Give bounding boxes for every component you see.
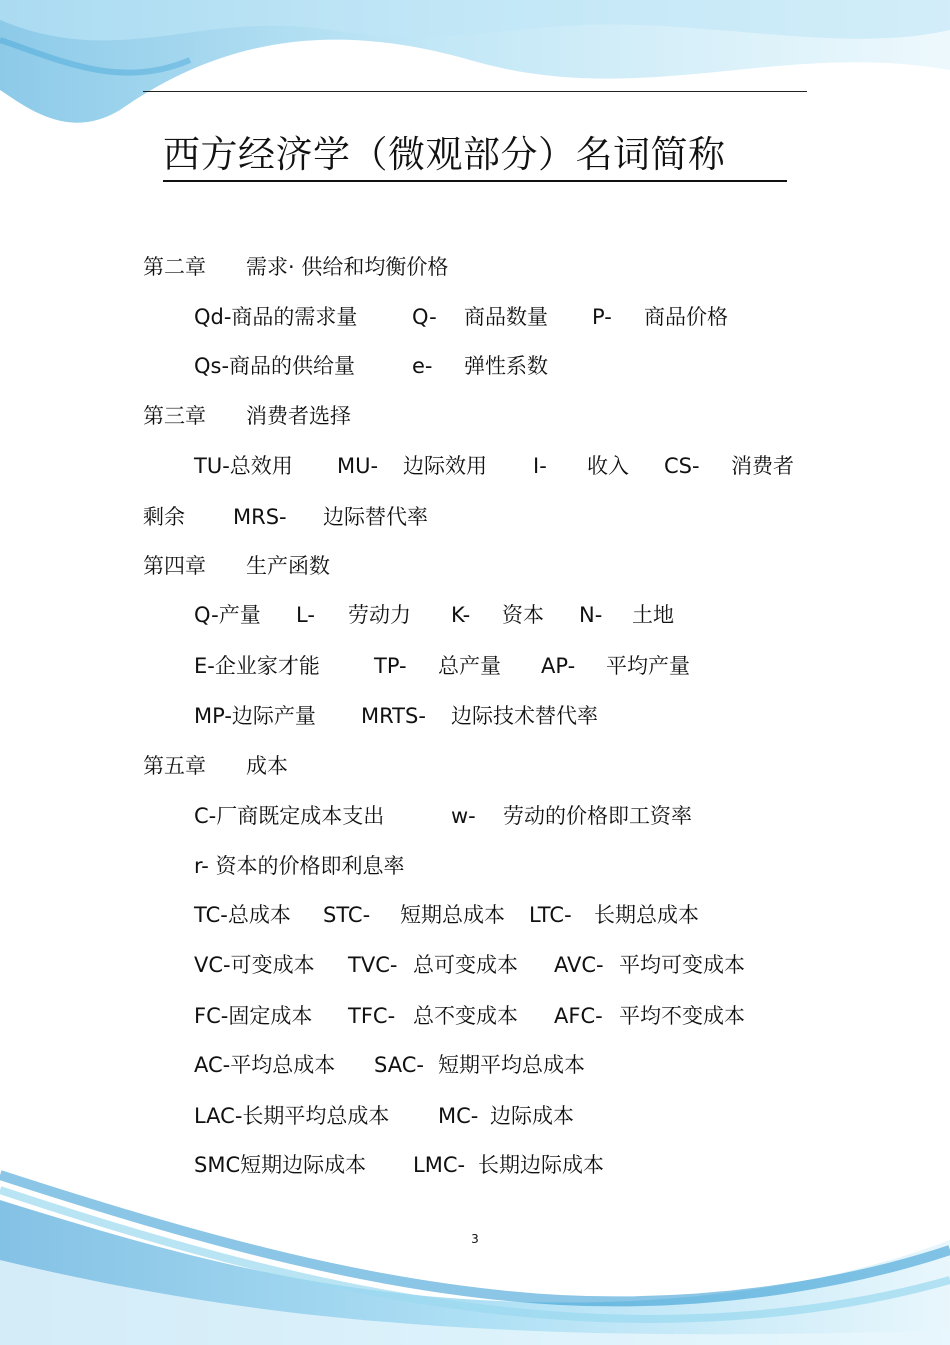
line-item: 第二章	[143, 255, 206, 279]
chapter-heading	[143, 252, 807, 282]
line-item: AC-平均总成本	[194, 1053, 336, 1077]
line-item: TP-	[374, 654, 407, 678]
line-item: 平均不变成本	[619, 1004, 745, 1028]
line-item: 边际成本	[490, 1104, 574, 1128]
line-item: Qs-商品的供给量	[194, 354, 356, 378]
line-item: 总不变成本	[413, 1004, 518, 1028]
line-item: VC-可变成本	[194, 953, 315, 977]
abbreviation-row	[143, 502, 807, 532]
line-item: 第三章	[143, 404, 206, 428]
line-item: 总产量	[438, 654, 501, 678]
line-item: MU-	[337, 454, 379, 478]
line-item: MC-	[438, 1104, 479, 1128]
line-item: CS-	[664, 454, 700, 478]
page-number: 3	[471, 1232, 479, 1246]
page-title: 西方经济学（微观部分）名词简称	[163, 130, 787, 182]
line-item: Q-产量	[194, 603, 261, 627]
abbreviation-row	[194, 701, 807, 731]
line-item: AP-	[541, 654, 576, 678]
line-item: 剩余	[143, 505, 185, 529]
line-item: 弹性系数	[464, 354, 548, 378]
chapter-heading	[143, 551, 807, 581]
line-item: w-	[451, 804, 476, 828]
line-item: 资本	[502, 603, 544, 627]
line-item: STC-	[323, 903, 371, 927]
line-item: SAC-	[374, 1053, 424, 1077]
abbreviation-row	[194, 1150, 807, 1180]
line-item: 商品价格	[644, 305, 728, 329]
line-item: LMC-	[413, 1153, 466, 1177]
line-item: I-	[533, 454, 547, 478]
line-item: 需求· 供给和均衡价格	[246, 255, 449, 279]
abbreviation-row	[194, 302, 807, 332]
abbreviation-row	[194, 451, 807, 481]
abbreviation-row	[194, 950, 807, 980]
line-item: 成本	[246, 754, 288, 778]
line-item: e-	[412, 354, 433, 378]
line-item: N-	[579, 603, 603, 627]
abbreviation-row	[194, 851, 807, 881]
header-rule	[143, 91, 807, 92]
line-item: MRS-	[233, 505, 287, 529]
line-item: C-厂商既定成本支出	[194, 804, 385, 828]
chapter-heading	[143, 751, 807, 781]
line-item: AFC-	[554, 1004, 603, 1028]
line-item: TC-总成本	[194, 903, 291, 927]
line-item: 平均可变成本	[619, 953, 745, 977]
line-item: r- 资本的价格即利息率	[194, 854, 405, 878]
abbreviation-row	[194, 351, 807, 381]
line-item: TU-总效用	[194, 454, 293, 478]
line-item: 土地	[632, 603, 674, 627]
line-item: LTC-	[529, 903, 572, 927]
line-item: AVC-	[554, 953, 604, 977]
line-item: Qd-商品的需求量	[194, 305, 358, 329]
line-item: LAC-长期平均总成本	[194, 1104, 390, 1128]
line-item: 短期平均总成本	[438, 1053, 585, 1077]
abbreviation-row	[194, 1101, 807, 1131]
abbreviation-row	[194, 900, 807, 930]
abbreviation-row	[194, 1050, 807, 1080]
line-item: TVC-	[348, 953, 398, 977]
line-item: 长期边际成本	[478, 1153, 604, 1177]
line-item: 劳动的价格即工资率	[503, 804, 692, 828]
line-item: FC-固定成本	[194, 1004, 313, 1028]
line-item: 边际替代率	[323, 505, 428, 529]
line-item: 总可变成本	[413, 953, 518, 977]
line-item: 平均产量	[606, 654, 690, 678]
abbreviation-row	[194, 801, 807, 831]
line-item: L-	[296, 603, 315, 627]
line-item: MRTS-	[361, 704, 426, 728]
line-item: 边际技术替代率	[451, 704, 598, 728]
chapter-heading	[143, 401, 807, 431]
abbreviation-row	[194, 600, 807, 630]
line-item: MP-边际产量	[194, 704, 316, 728]
abbreviation-row	[194, 1001, 807, 1031]
line-item: 边际效用	[403, 454, 487, 478]
line-item: 消费者选择	[246, 404, 351, 428]
line-item: 收入	[587, 454, 629, 478]
line-item: 商品数量	[464, 305, 548, 329]
line-item: 短期总成本	[400, 903, 505, 927]
line-item: K-	[451, 603, 471, 627]
line-item: 第五章	[143, 754, 206, 778]
line-item: 第四章	[143, 554, 206, 578]
line-item: SMC短期边际成本	[194, 1153, 367, 1177]
line-item: TFC-	[348, 1004, 396, 1028]
line-item: P-	[592, 305, 612, 329]
line-item: E-企业家才能	[194, 654, 320, 678]
line-item: 生产函数	[246, 554, 330, 578]
line-item: Q-	[412, 305, 437, 329]
line-item: 消费者	[731, 454, 794, 478]
line-item: 劳动力	[348, 603, 411, 627]
abbreviation-row	[194, 651, 807, 681]
line-item: 长期总成本	[594, 903, 699, 927]
